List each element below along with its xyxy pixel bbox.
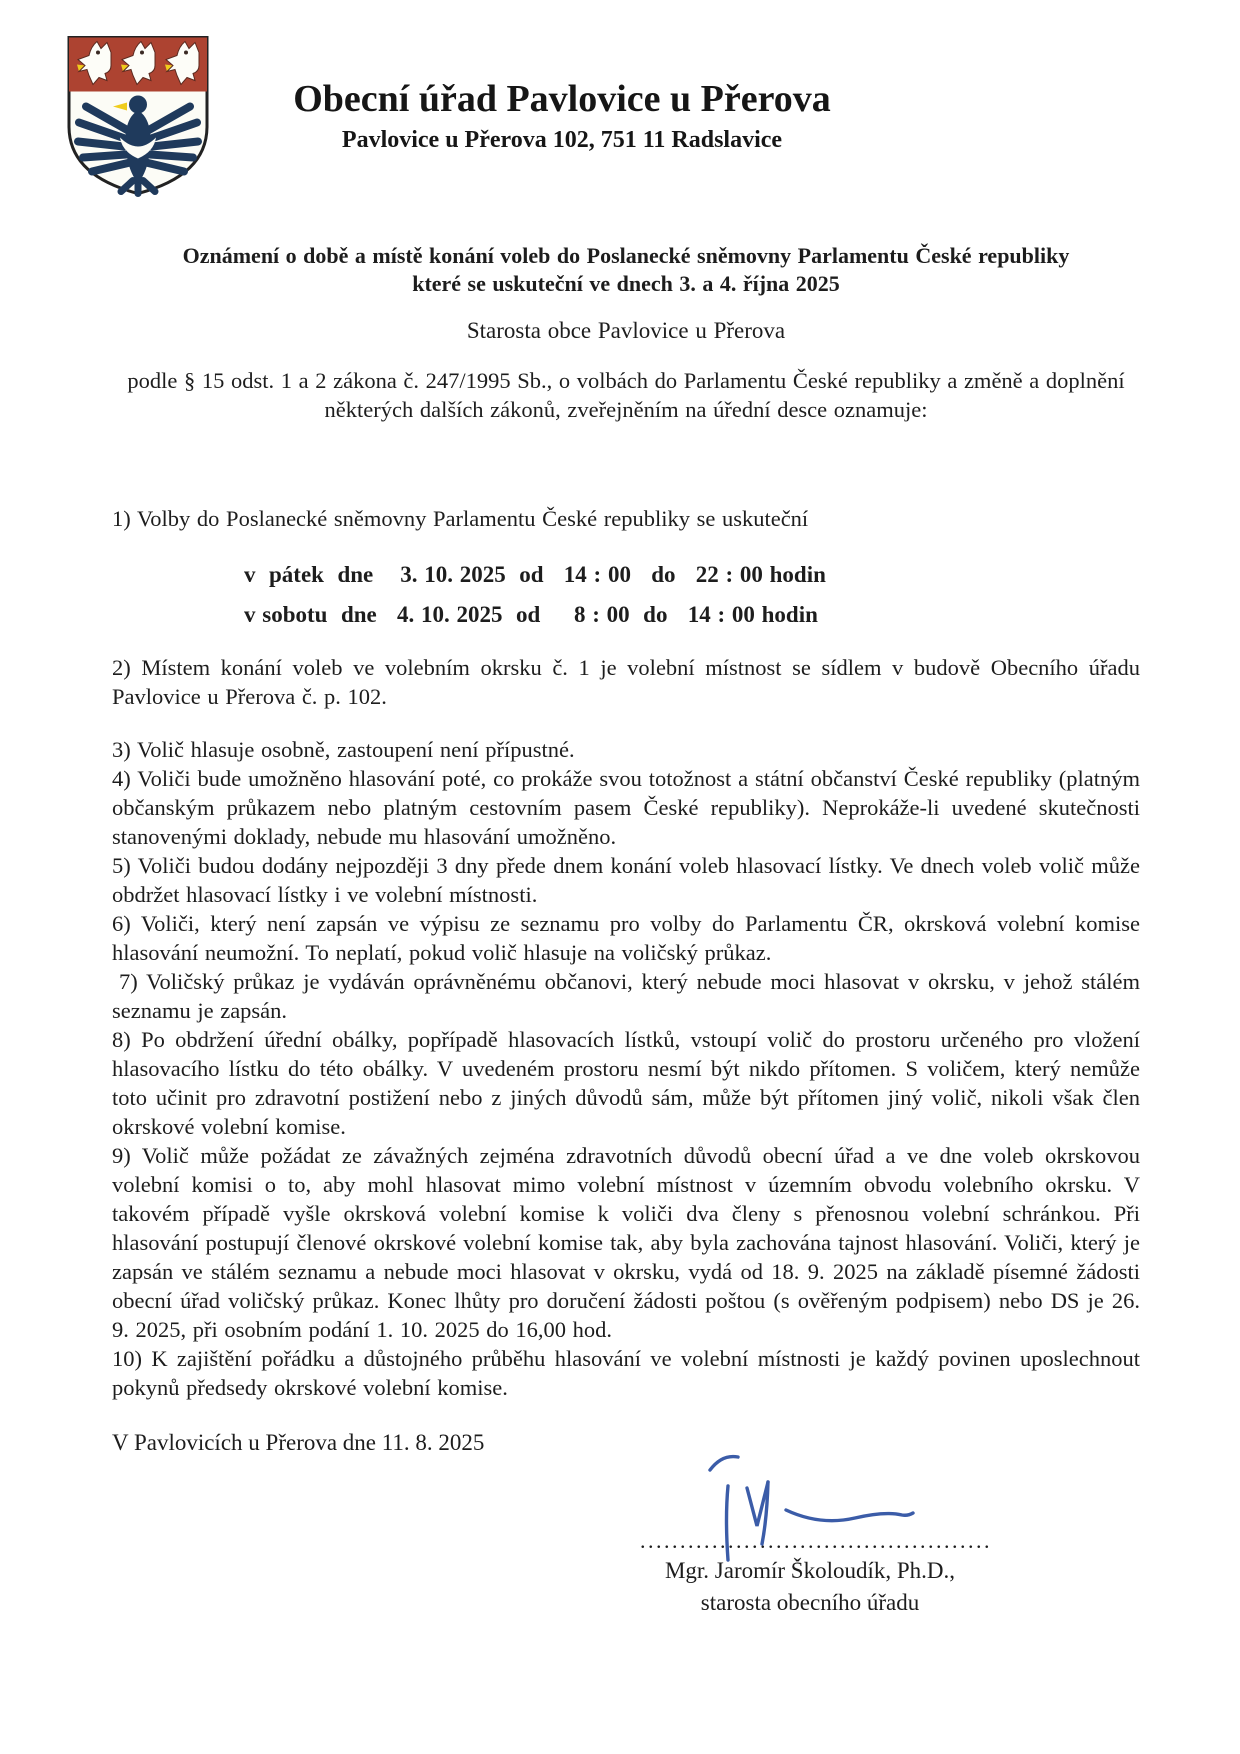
issuer-line: Starosta obce Pavlovice u Přerova: [466, 318, 786, 343]
signature-dotted-line: ............................................: [640, 1528, 992, 1553]
paragraph-6: 6) Voliči, který není zapsán ve výpisu ze seznamu pro volby do Parlamentu ČR, okrsková volební komise hlasování neumožní. To neplatí, pokud volič hlasuje na voličský průkaz.: [112, 911, 1140, 965]
coat-of-arms-icon: [64, 34, 212, 197]
wolf-heads: [77, 42, 199, 85]
item-1: 1) Volby do Poslanecké sněmovny Parlamentu České republiky se uskuteční: [112, 506, 809, 531]
schedule-friday: v pátek dne 3. 10. 2025 od 14 : 00 do 22 : 00 hodin: [244, 562, 826, 587]
paragraph-2: 2) Místem konání voleb ve volebním okrsku č. 1 je volební místnost se sídlem v budově Obecního úřadu Pavlovice u Přerova č. p. 102.: [112, 655, 1140, 709]
preamble-line2: některých dalších zákonů, zveřejněním na úřední desce oznamuje:: [324, 397, 928, 422]
notice-title-line1: Oznámení o době a místě konání voleb do Poslanecké sněmovny Parlamentu České republiky: [182, 243, 1070, 268]
office-name: Obecní úřad Pavlovice u Přerova: [293, 78, 831, 120]
signer-role: starosta obecního úřadu: [700, 1590, 920, 1615]
paragraph-4: 4) Voliči bude umožněno hlasování poté, co prokáže svou totožnost a státní občanství České republiky (platným občanským průkazem nebo platným cestovním pasem České republiky). Neprokáže-li uvedené skutečnosti stanovenými doklady, nebude mu hlasování umožněno.: [112, 766, 1140, 849]
signer-name: Mgr. Jaromír Školoudík, Ph.D.,: [664, 1558, 956, 1583]
paragraph-9: 9) Volič může požádat ze závažných zejména zdravotních důvodů obecní úřad a ve dne voleb okrskovou volební komisi o to, aby mohl hlasovat mimo volební místnost v územním obvodu volebního okrsku. V takovém případě vyšle okrsková volební komise k voliči dva členy s přenosnou volební schránkou. Při hlasování postupují členové okrskové volební komise tak, aby byla zachována tajnost hlasování. Voliči, který je zapsán ve stálém seznamu a nebude moci hlasovat v okrsku, vydá od 18. 9. 2025 na základě písemné žádosti obecní úřad voličský průkaz. Konec lhůty pro doručení žádosti poštou (s ověřeným podpisem) nebo DS je 26. 9. 2025, při osobním podání 1. 10. 2025 do 16,00 hod.: [112, 1143, 1140, 1342]
paragraph-5: 5) Voliči budou dodány nejpozději 3 dny přede dnem konání voleb hlasovací lístky. Ve dnech voleb volič může obdržet hlasovací lístky i ve volební místnosti.: [112, 853, 1140, 907]
place-date-line: V Pavlovicích u Přerova dne 11. 8. 2025: [112, 1430, 485, 1455]
preamble-line1: podle § 15 odst. 1 a 2 zákona č. 247/1995 Sb., o volbách do Parlamentu České republiky a změně a doplnění: [127, 368, 1125, 393]
paragraph-10: 10) K zajištění pořádku a důstojného průběhu hlasování ve volební místnosti je každý povinen uposlechnout pokynů předsedy okrskové volební komise.: [112, 1346, 1140, 1400]
signature-handwriting-image: [650, 1448, 960, 1566]
paragraph-8: 8) Po obdržení úřední obálky, popřípadě hlasovacích lístků, vstoupí volič do prostoru určeného pro vložení hlasovacího lístku do této obálky. V uvedeném prostoru nesmí být nikdo přítomen. S voličem, který nemůže toto učinit pro zdravotní postižení nebo z jiných důvodů sám, může být přítomen jiný volič, nikoli však člen okrskové volební komise.: [112, 1027, 1140, 1139]
notice-title-line2: které se uskuteční ve dnech 3. a 4. října 2025: [412, 271, 840, 296]
paragraph-7: 7) Voličský průkaz je vydáván oprávněnému občanovi, který nebude moci hlasovat v okrsku, v jehož stálém seznamu je zapsán.: [112, 969, 1140, 1023]
paragraph-3: 3) Volič hlasuje osobně, zastoupení není přípustné.: [112, 737, 575, 762]
office-address: Pavlovice u Přerova 102, 751 11 Radslavice: [341, 127, 783, 153]
letterhead: [242, 78, 882, 154]
preamble: [112, 366, 1140, 424]
schedule-saturday: v sobotu dne 4. 10. 2025 od 8 : 00 do 14 : 00 hodin: [244, 602, 818, 627]
notice-title: [112, 242, 1140, 298]
notice-body: [112, 242, 1140, 1402]
